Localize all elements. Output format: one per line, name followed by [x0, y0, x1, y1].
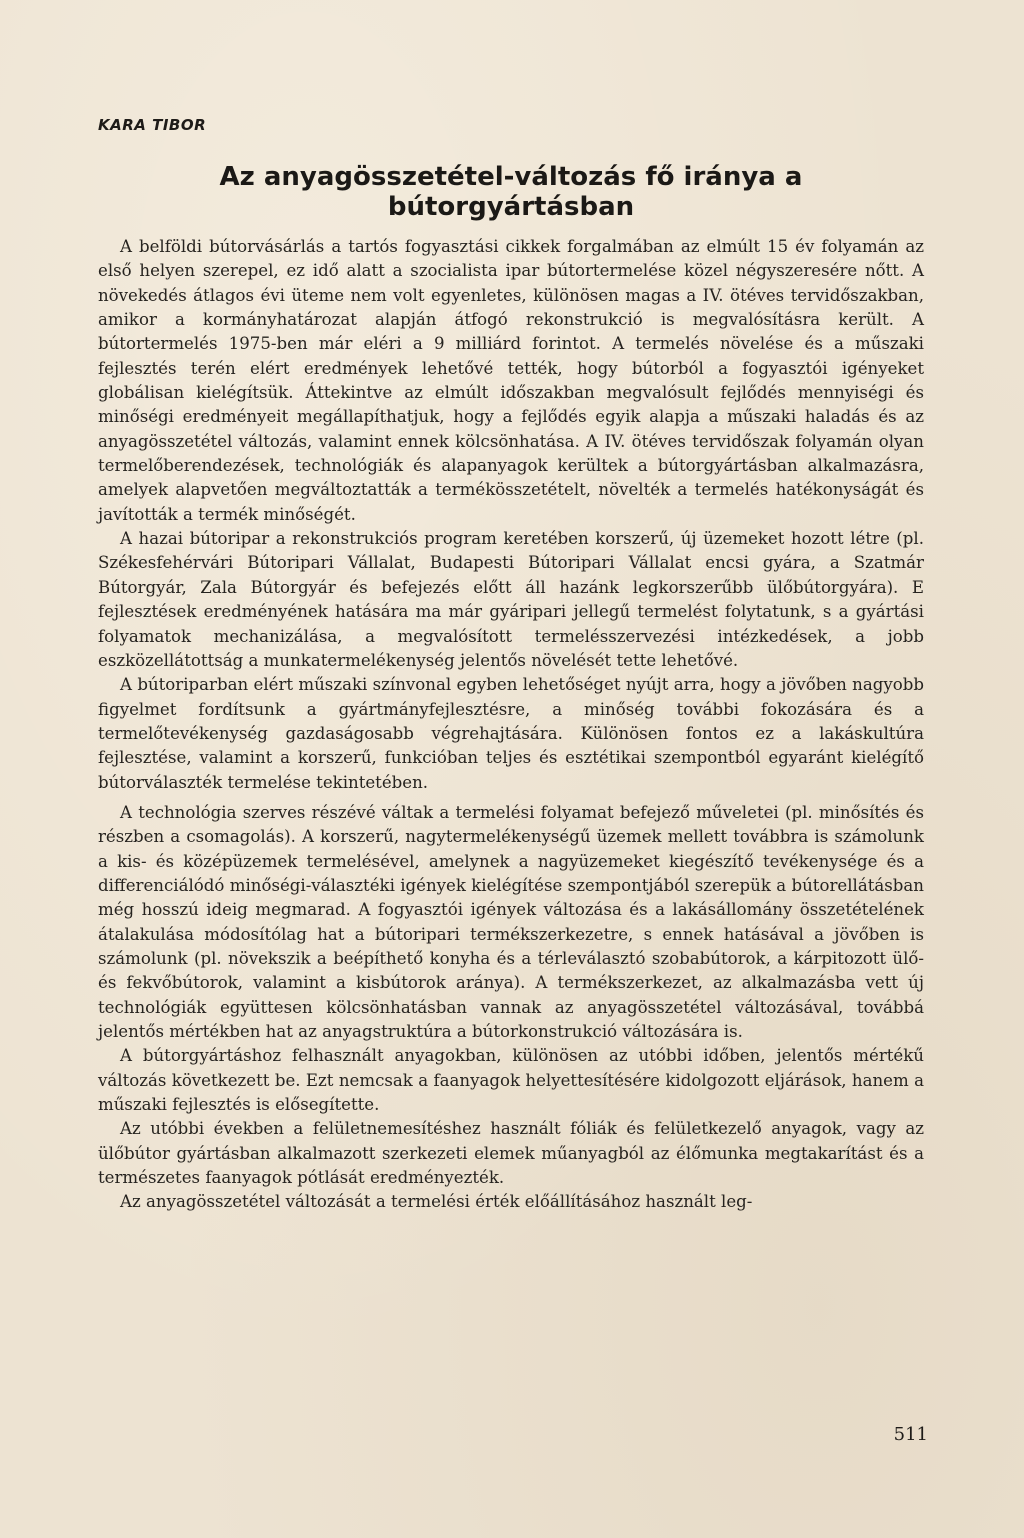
paragraph-3: A bútoriparban elért műszaki színvonal egyben lehetőséget nyújt arra, hogy a jövőben nagyobb figyelmet fordítsunk a gyártmányfejlesztésre, a minőség további fokozására és a termelőtevékenység gazdaságosabb végrehajtására. Különösen fontos ez a lakáskultúra fejlesztése, valamint a korszerű, funkcióban teljes és esztétikai szempontból egyaránt kielégítő bútorválaszték termelése tekintetében.: [98, 675, 924, 792]
page-number: 511: [893, 1424, 928, 1445]
paragraph-7: Az anyagösszetétel változását a termelési érték előállításához használt leg-: [120, 1192, 753, 1212]
paragraph-2: A hazai bútoripar a rekonstrukciós program keretében korszerű, új üzemeket hozott létre (pl. Székesfehérvári Bútoripari Vállalat, Budapesti Bútoripari Vállalat encsi gyára, a Szatmár Bútorgyár, Zala Bútorgyár és befejezés előtt áll hazánk legkorszerűbb ülőbútorgyára). E fejlesztések eredményének hatására ma már gyáripari jellegű termelést folytatunk, s a gyártási folyamatok mechanizálása, a megvalósított termelésszervezési intézkedések, a jobb eszközellátottság a munkatermelékenység jelentős növelését tette lehetővé.: [98, 529, 924, 670]
paragraph-4: A technológia szerves részévé váltak a termelési folyamat befejező műveletei (pl. minősítés és részben a csomagolás). A korszerű, nagytermelékenységű üzemek mellett továbbra is számolunk a kis- és középüzemek termelésével, amelynek a nagyüzemeket kiegészítő tevékenysége és a differenciálódó minőségi-választéki igények kielégítése szempontjából szerepük a bútorellátásban még hosszú ideig megmarad. A fogyasztói igények változása és a lakásállomány összetételének átalakulása módosítólag hat a bútoripari termékszerkezetre, s ennek hatásával a jövőben is számolunk (pl. növekszik a beépíthető konyha és a térleválasztó szobabútorok, a kárpitozott ülő- és fekvőbútorok, valamint a kisbútorok aránya). A termékszerkezet, az alkalmazásba vett új technológiák együttesen kölcsönhatásban vannak az anyagösszetétel változásával, továbbá jelentős mértékben hat az anyagstruktúra a bútorkonstrukció változására is.: [98, 802, 924, 1041]
paragraph-1: A belföldi bútorvásárlás a tartós fogyasztási cikkek forgalmában az elmúlt 15 év folyamán az első helyen szerepel, ez idő alatt a szocialista ipar bútortermelése közel négyszeresére nőtt. A növekedés átlagos évi üteme nem volt egyenletes, különösen magas a IV. ötéves tervidőszakban, amikor a kormányhatározat alapján átfogó rekonstrukció is megvalósításra került. A bútortermelés 1975-ben már eléri a 9 milliárd forintot. A termelés növelése és a műszaki fejlesztés terén elért eredmények lehetővé tették, hogy bútorból a fogyasztói igényeket globálisan kielégítsük. Áttekintve az elmúlt időszakban megvalósult fejlődés mennyiségi és minőségi eredményeit megállapíthatjuk, hogy a fejlődés egyik alapja a műszaki haladás és az anyagösszetétel változás, valamint ennek kölcsönhatása. A IV. ötéves tervidőszak folyamán olyan termelőberendezések, technológiák és alapanyagok kerültek a bútorgyártásban alkalmazásra, amelyek alapvetően megváltoztatták a termékösszetételt, növelték a termelés hatékonyságát és javították a termék minőségét.: [98, 237, 924, 524]
paragraph-6: Az utóbbi években a felületnemesítéshez használt fóliák és felületkezelő anyagok, vagy az ülőbútor gyártásban alkalmazott szerkezeti elemek műanyagból az élőmunka megtakarítást és a természetes faanyagok pótlását eredményezték.: [98, 1119, 924, 1188]
paragraph-5: A bútorgyártáshoz felhasznált anyagokban, különösen az utóbbi időben, jelentős mértékű változás következett be. Ezt nemcsak a faanyagok helyettesítésére kidolgozott eljárások, hanem a műszaki fejlesztés is elősegítette.: [98, 1046, 924, 1115]
article-body: [98, 235, 924, 1215]
article-title: Az anyagösszetétel-változás fő iránya a bútorgyártásban: [219, 162, 803, 222]
author-name: KARA TIBOR: [98, 116, 207, 134]
